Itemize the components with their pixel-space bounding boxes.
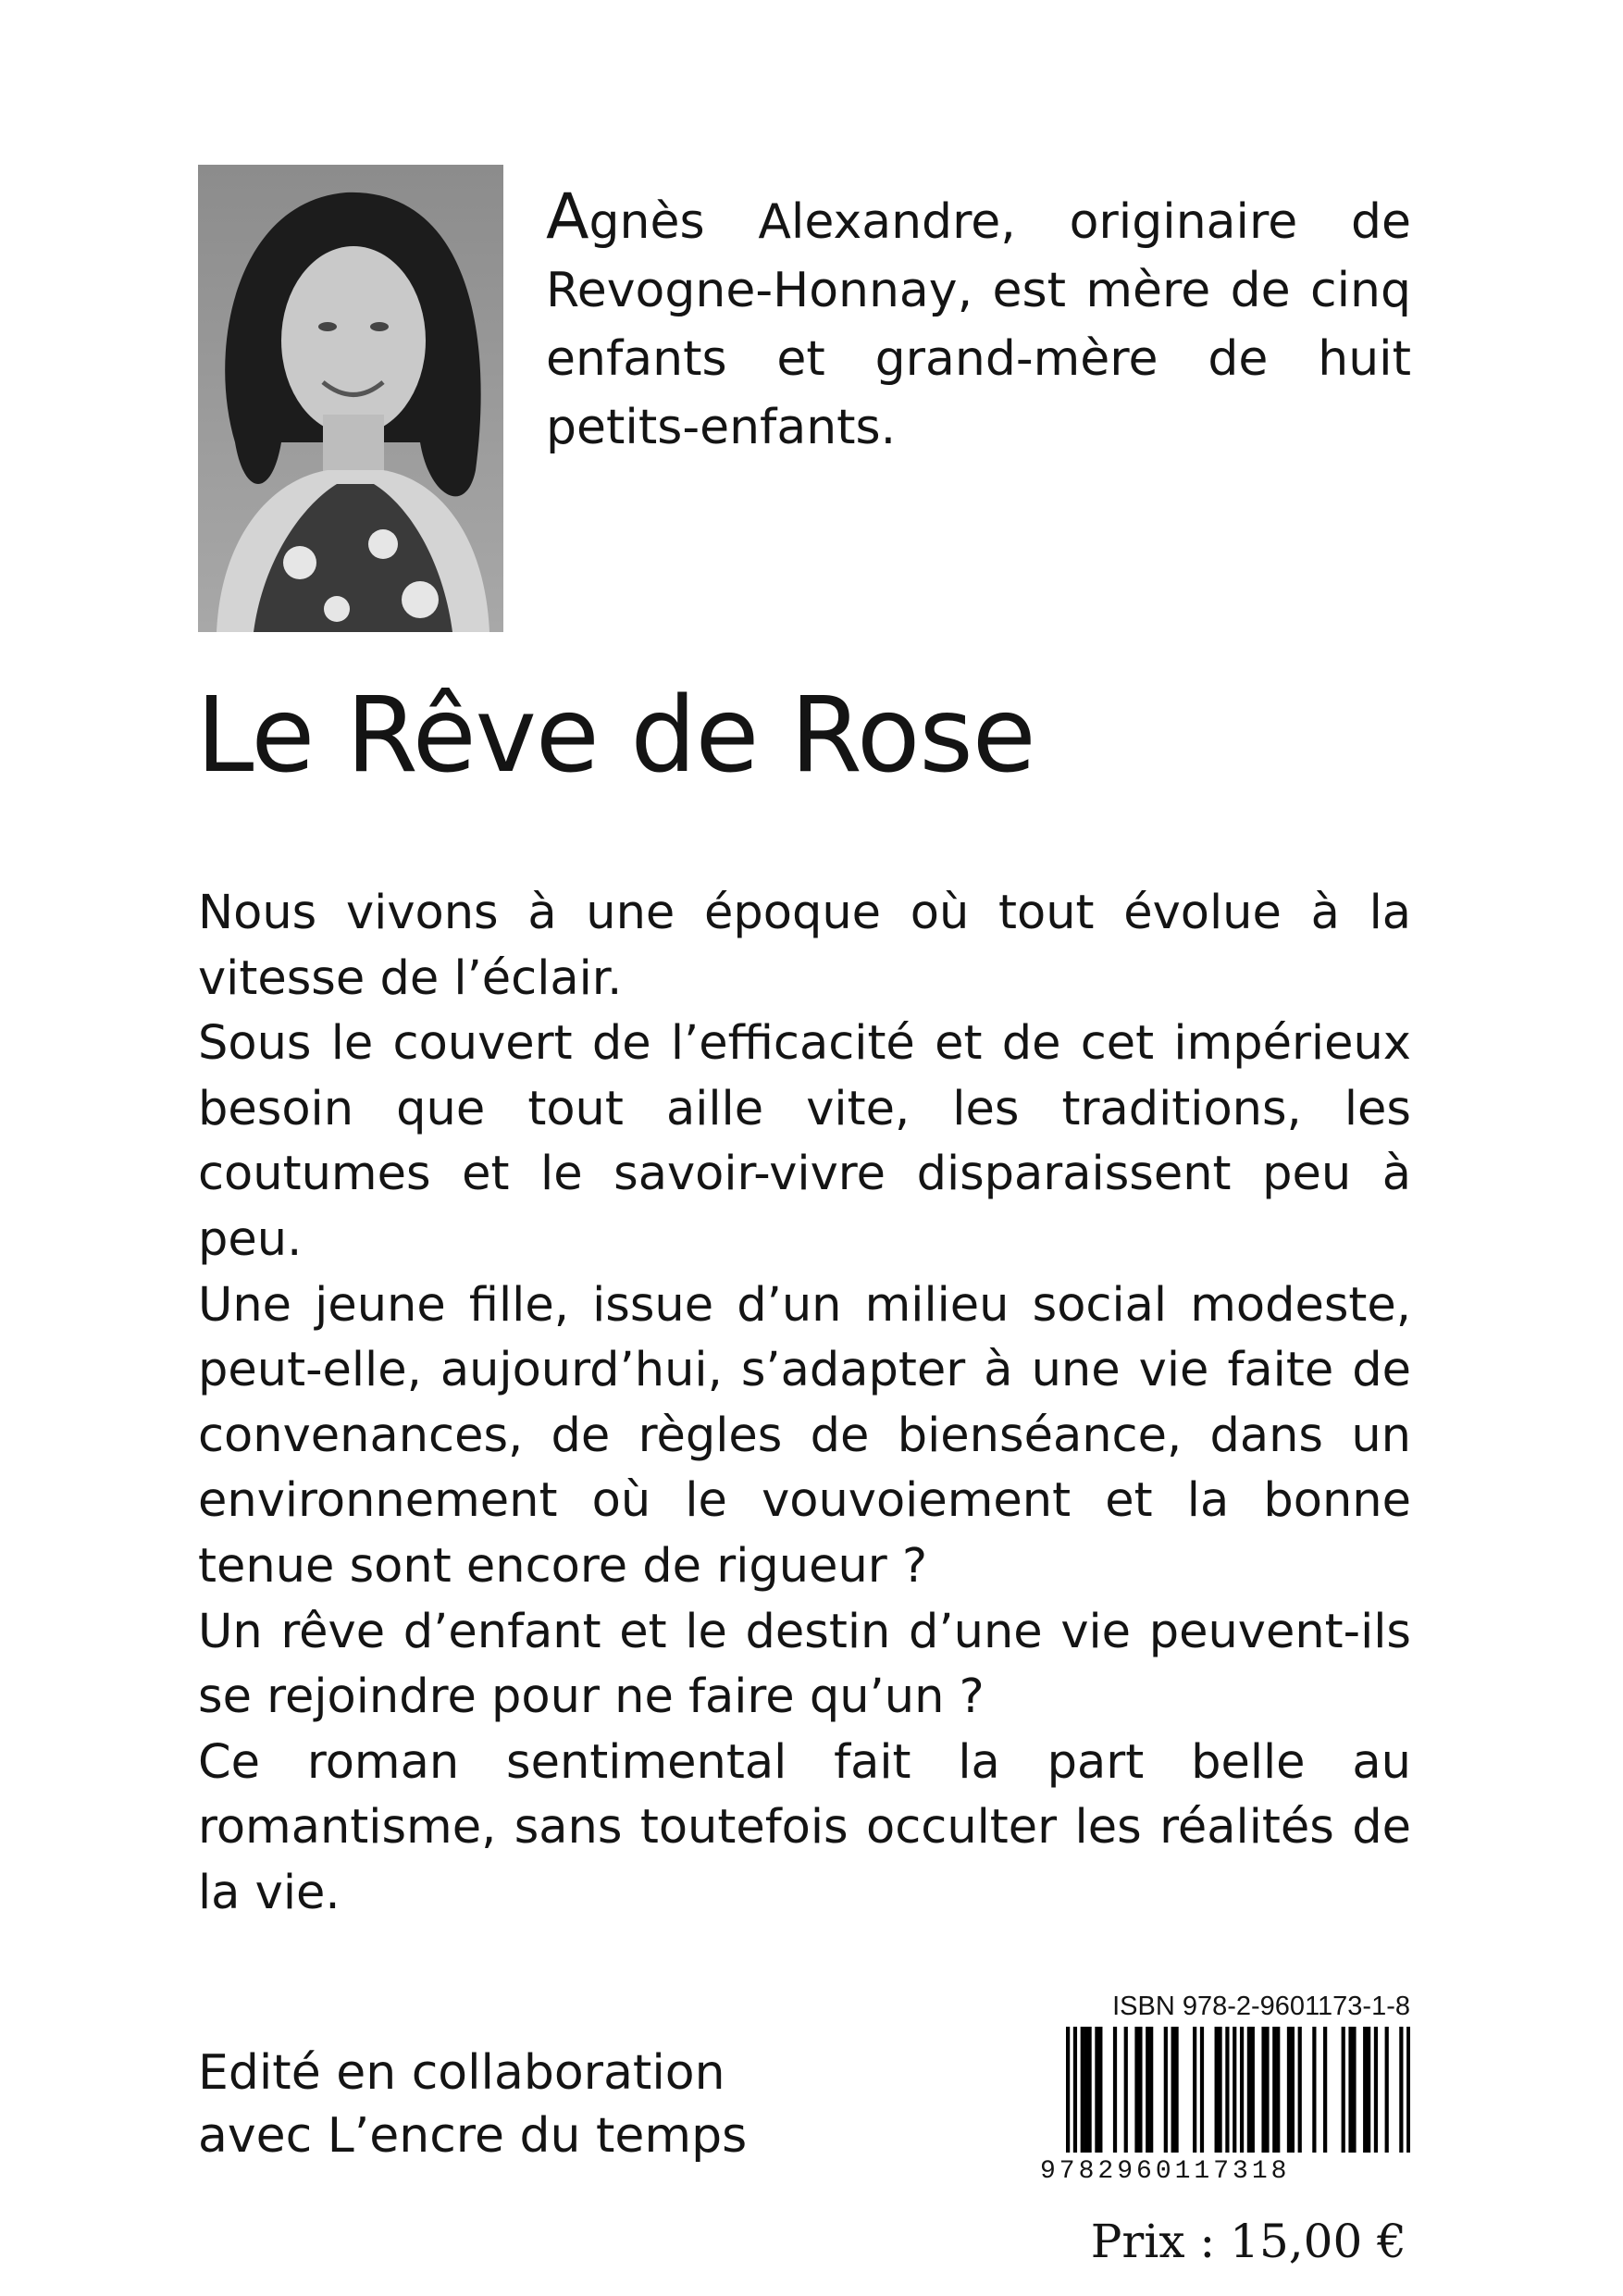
synopsis-paragraph: Nous vivons à une époque où tout évolue à la vitesse de l’éclair. bbox=[198, 886, 1411, 1006]
isbn-label: ISBN 978-2-9601173-1-8 bbox=[1112, 1992, 1410, 2021]
publisher-line-2: avec L’encre du temps bbox=[198, 2108, 748, 2164]
barcode-bar bbox=[1098, 2027, 1102, 2153]
barcode-bar bbox=[1240, 2027, 1244, 2153]
author-photo bbox=[198, 165, 503, 632]
barcode-bar bbox=[1149, 2027, 1153, 2153]
barcode-bar bbox=[1363, 2027, 1367, 2153]
barcode-bar bbox=[1225, 2027, 1229, 2153]
barcode-bar bbox=[1352, 2027, 1356, 2153]
synopsis-paragraph: Ce roman sentimental fait la part belle au romantisme, sans toutefois occulter les réalités de la vie. bbox=[198, 1734, 1411, 1920]
barcode-bar bbox=[1342, 2027, 1345, 2153]
barcode-bar bbox=[1265, 2027, 1269, 2153]
author-bio-text: gnès Alexandre, originaire de Revogne-Honnay, est mère de cinq enfants et grand-mère de huit petits-enfants. bbox=[546, 194, 1411, 455]
barcode-bar bbox=[1146, 2027, 1149, 2153]
barcode-bar bbox=[1174, 2027, 1178, 2153]
barcode-bar bbox=[1385, 2027, 1389, 2153]
barcode-bar bbox=[1164, 2027, 1168, 2153]
barcode-bar bbox=[1312, 2027, 1316, 2153]
author-portrait-icon bbox=[198, 165, 503, 632]
barcode-bar bbox=[1276, 2027, 1280, 2153]
barcode-bar bbox=[1193, 2027, 1196, 2153]
synopsis-paragraph: Une jeune fille, issue d’un milieu social modeste, peut-elle, aujourd’hui, s’adapter à une vie faite de convenances, de règles de bienséance, dans un environnement où le vouvoiement et la bonne tenue sont encore de rigueur ? bbox=[198, 1277, 1411, 1594]
barcode-bar bbox=[1406, 2027, 1410, 2153]
isbn-block bbox=[1022, 1990, 1416, 2210]
barcode-bar bbox=[1138, 2027, 1142, 2153]
barcode-bar bbox=[1399, 2027, 1403, 2153]
barcode-bar bbox=[1171, 2027, 1175, 2153]
barcode-bar bbox=[1348, 2027, 1352, 2153]
barcode-bar bbox=[1200, 2027, 1204, 2153]
barcode-digits: 9782960117318 bbox=[1040, 2157, 1291, 2186]
barcode-bar bbox=[1287, 2027, 1291, 2153]
barcode-bar bbox=[1247, 2027, 1251, 2153]
barcode-bar bbox=[1374, 2027, 1378, 2153]
barcode-icon bbox=[1066, 2027, 1410, 2153]
barcode-bar bbox=[1124, 2027, 1128, 2153]
barcode-bar bbox=[1298, 2027, 1302, 2153]
barcode-bar bbox=[1073, 2027, 1077, 2153]
barcode-bar bbox=[1081, 2027, 1084, 2153]
barcode-bar bbox=[1218, 2027, 1221, 2153]
barcode-bar bbox=[1291, 2027, 1295, 2153]
barcode-bar bbox=[1233, 2027, 1236, 2153]
book-title: Le Rêve de Rose bbox=[196, 676, 1035, 796]
barcode-bar bbox=[1261, 2027, 1265, 2153]
barcode-bar bbox=[1367, 2027, 1370, 2153]
barcode-bar bbox=[1113, 2027, 1117, 2153]
barcode-bar bbox=[1095, 2027, 1098, 2153]
price-label: Prix : 15,00 € bbox=[1090, 2215, 1406, 2268]
author-bio bbox=[546, 180, 1411, 462]
barcode-bar bbox=[1087, 2027, 1091, 2153]
author-bio-dropcap: A bbox=[546, 180, 589, 254]
barcode-bar bbox=[1251, 2027, 1255, 2153]
synopsis-paragraph: Un rêve d’enfant et le destin d’une vie peuvent-ils se rejoindre pour ne faire qu’un ? bbox=[198, 1604, 1411, 1725]
barcode-bar bbox=[1272, 2027, 1276, 2153]
barcode-bar bbox=[1084, 2027, 1088, 2153]
barcode-bar bbox=[1215, 2027, 1219, 2153]
publisher-line-1: Edité en collaboration bbox=[198, 2045, 725, 2101]
barcode-bar bbox=[1066, 2027, 1070, 2153]
barcode-bar bbox=[1134, 2027, 1138, 2153]
synopsis bbox=[198, 881, 1411, 1927]
publisher-credit bbox=[198, 2042, 747, 2167]
synopsis-paragraph: Sous le couvert de l’efficacité et de cet impérieux besoin que tout aille vite, les traditions, les coutumes et le savoir-vivre disparaissent peu à peu. bbox=[198, 1016, 1411, 1267]
barcode-bar bbox=[1323, 2027, 1327, 2153]
